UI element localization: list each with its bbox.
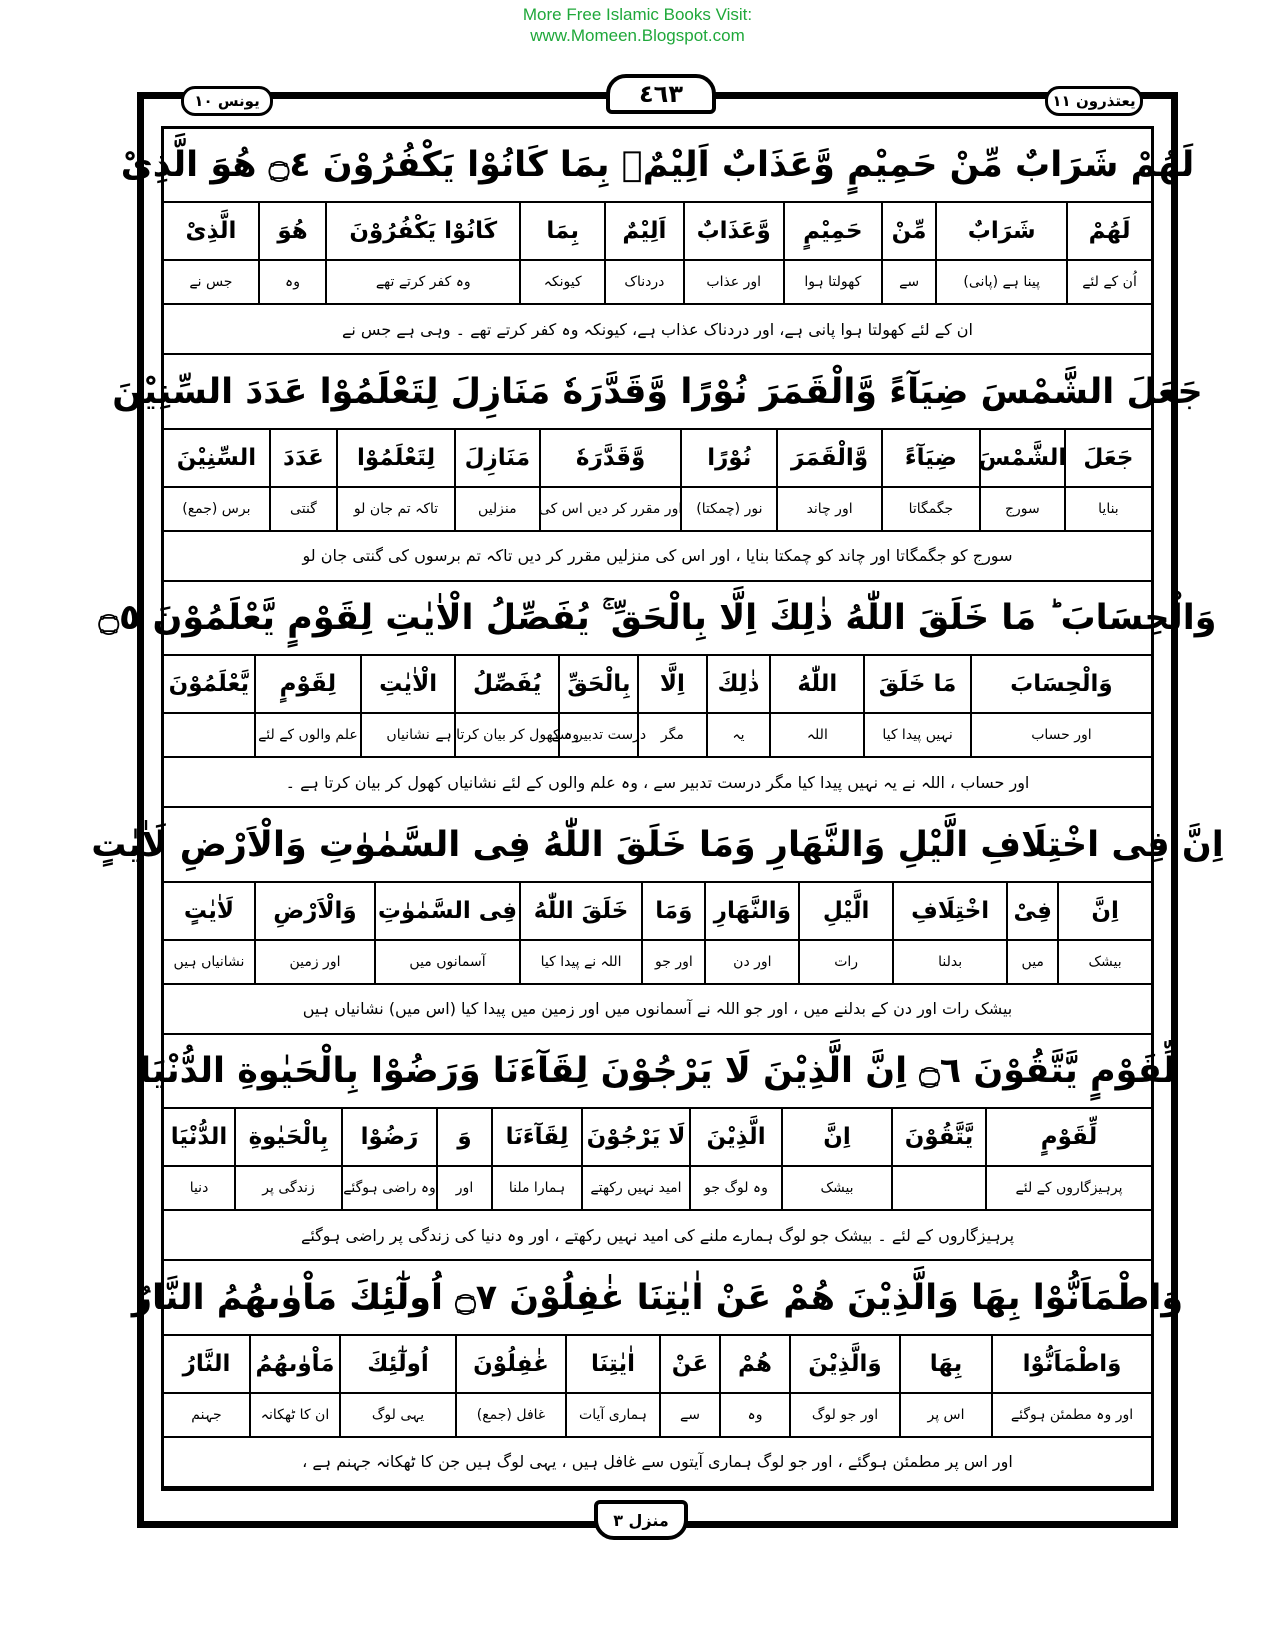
arabic-word: اخْتِلَافِ: [894, 883, 1006, 941]
verse-section: [139, 1035, 1176, 1262]
word-cell: [164, 430, 269, 530]
word-cell: [436, 1109, 491, 1209]
word-cell: [704, 883, 798, 983]
urdu-meaning: اور جو لوگ: [811, 1406, 879, 1423]
arabic-verse-line: جَعَلَ الشَّمْسَ ضِيَآءً وَّالْقَمَرَ نُوْرًا وَّقَدَّرَهٗ مَنَازِلَ لِتَعْلَمُوْا عَدَدَ السِّنِيْنَ: [112, 371, 1203, 412]
urdu-meaning: کیونکہ: [543, 274, 582, 290]
urdu-meaning: سے: [899, 274, 920, 290]
word-cell: [776, 430, 881, 530]
urdu-meaning: ان کا ٹھکانہ: [260, 1406, 330, 1423]
arabic-word: مَا خَلَقَ: [865, 656, 970, 714]
arabic-verse-line: اِنَّ فِى اخْتِلَافِ الَّيْلِ وَالنَّهَارِ وَمَا خَلَقَ اللّٰهُ فِى السَّمٰوٰتِ وَالْاَرْضِ لَاٰيٰتٍ: [91, 824, 1224, 865]
arabic-word: هُوَ: [260, 203, 326, 261]
word-cell: [781, 1109, 891, 1209]
urdu-meaning: وہ لوگ جو: [704, 1180, 768, 1196]
urdu-meaning: وہ راضی ہوگئے: [343, 1180, 436, 1196]
urdu-meaning: علم والوں کے لئے: [258, 727, 358, 743]
urdu-meaning: اللہ: [806, 727, 828, 743]
urdu-meaning: آسمانوں میں: [409, 953, 486, 970]
arabic-word: بِالْحَقِّ: [560, 656, 637, 714]
arabic-word: الَّذِيْنَ: [691, 1109, 781, 1167]
arabic-word: بِمَا: [521, 203, 604, 261]
urdu-meaning: میں: [1021, 953, 1044, 970]
arabic-word: وَّالْقَمَرَ: [778, 430, 881, 488]
word-cell: [680, 430, 776, 530]
arabic-word: الَّيْلِ: [800, 883, 892, 941]
word-cell: [454, 430, 539, 530]
arabic-word: بِهَا: [901, 1336, 991, 1394]
word-cell: [798, 883, 892, 983]
verse-section: [112, 356, 1203, 583]
arabic-word: جَعَلَ: [1066, 430, 1151, 488]
urdu-meaning: دنیا: [189, 1180, 209, 1196]
urdu-meaning: نشانیاں ہیں: [173, 953, 245, 970]
word-by-word-grid: [164, 1334, 1151, 1438]
arabic-word: مَاْوٰىهُمُ: [251, 1336, 339, 1394]
word-by-word-grid: [164, 428, 1151, 532]
arabic-word: فِى السَّمٰوٰتِ: [376, 883, 519, 941]
word-cell: [719, 1336, 789, 1436]
urdu-meaning: غافل (جمع): [476, 1406, 546, 1423]
urdu-meaning: امید نہیں رکھتے: [590, 1180, 682, 1196]
urdu-meaning: زندگی پر: [262, 1180, 315, 1196]
word-cell: [435, 656, 580, 756]
word-cell: [164, 1336, 249, 1436]
urdu-meaning: یہ: [732, 727, 745, 743]
arabic-word: اَلِيْمٌ: [606, 203, 682, 261]
arabic-word: لِقَوْمٍ: [256, 656, 361, 714]
urdu-meaning: ہمارا ملنا: [508, 1180, 566, 1196]
arabic-word: رَضُوْا: [343, 1109, 436, 1167]
arabic-word: السِّنِيْنَ: [164, 430, 269, 488]
word-cell: [991, 1336, 1151, 1436]
word-cell: [164, 203, 258, 303]
urdu-meaning: اس پر: [927, 1406, 965, 1423]
arabic-word: وَاطْمَاَنُّوْا: [993, 1336, 1151, 1394]
arabic-word: حَمِيْمٍ: [785, 203, 881, 261]
arabic-verse-line: وَالْحِسَابَ ؕ مَا خَلَقَ اللّٰهُ ذٰلِكَ اِلَّا بِالْحَقِّ ۚ يُفَصِّلُ الْاٰيٰتِ لِقَوْمٍ يَّعْلَمُوْنَ ۝٥: [98, 598, 1217, 638]
word-by-word-grid: [164, 1107, 1151, 1211]
arabic-word: مَنَازِلَ: [456, 430, 539, 488]
arabic-word: خَلَقَ اللّٰهُ: [521, 883, 641, 941]
word-cell: [374, 883, 519, 983]
word-cell: [519, 203, 604, 303]
word-cell: [985, 1109, 1151, 1209]
urdu-meaning: تاکہ تم جان لو: [353, 500, 439, 517]
arabic-word: يَّتَّقُوْنَ: [893, 1109, 985, 1167]
word-cell: [706, 656, 770, 756]
arabic-word: لَهُمْ: [1068, 203, 1151, 261]
arabic-word: غٰفِلُوْنَ: [457, 1336, 565, 1394]
word-cell: [539, 430, 681, 530]
word-cell: [641, 883, 704, 983]
urdu-meaning: [893, 1167, 985, 1209]
word-cell: [1006, 883, 1057, 983]
word-cell: [325, 203, 519, 303]
arabic-word: وَالْحِسَابَ: [972, 656, 1151, 714]
word-cell: [269, 430, 337, 530]
word-cell: [1064, 430, 1151, 530]
urdu-meaning: پینا ہے (پانی): [963, 274, 1040, 290]
urdu-translation-line: بیشک رات اور دن کے بدلنے میں ، اور جو اللہ نے آسمانوں میں اور زمین میں پیدا کیا (اس میں) نشانیاں ہیں: [164, 985, 1151, 1035]
urdu-meaning: برس (جمع): [182, 500, 251, 517]
word-cell: [899, 1336, 991, 1436]
verse-section: [131, 1262, 1184, 1489]
arabic-word: اِنَّ: [783, 1109, 891, 1167]
word-by-word-grid: [164, 201, 1151, 305]
arabic-word: الشَّمْسَ: [981, 430, 1064, 488]
arabic-word: ضِيَآءً: [883, 430, 979, 488]
arabic-word: بِالْحَيٰوةِ: [236, 1109, 341, 1167]
arabic-word: وَالَّذِيْنَ: [791, 1336, 899, 1394]
arabic-word: وَالنَّهَارِ: [706, 883, 798, 941]
juz-label: يعتذرون ١١: [1045, 86, 1143, 116]
surah-label: يونس ١٠: [181, 86, 273, 116]
arabic-word: لِّقَوْمٍ: [987, 1109, 1151, 1167]
word-cell: [881, 430, 979, 530]
arabic-word: اِلَّا: [639, 656, 705, 714]
urdu-meaning: وہ: [285, 274, 301, 290]
arabic-verse-line: وَاطْمَاَنُّوْا بِهَا وَالَّذِيْنَ هُمْ عَنْ اٰيٰتِنَا غٰفِلُوْنَ ۝٧ اُولٰٓئِكَ مَاْوٰىهُمُ النَّارُ: [131, 1277, 1184, 1318]
urdu-meaning: وہ کفر کرتے تھے: [375, 274, 471, 290]
word-cell: [789, 1336, 899, 1436]
word-cell: [551, 656, 647, 756]
urdu-meaning: جگمگاتا: [908, 500, 954, 517]
urdu-translation-line: اور اس پر مطمئن ہوگئے ، اور جو لوگ ہماری آیتوں سے غافل ہیں ، یہی لوگ ہیں جن کا ٹھکانہ جہنم ہے ،: [164, 1438, 1151, 1488]
word-cell: [254, 656, 361, 756]
word-cell: [863, 656, 970, 756]
urdu-translation-line: اور حساب ، اللہ نے یہ نہیں پیدا کیا مگر درست تدبیر سے ، وہ علم والوں کے لئے نشانیاں کھول کر بیان کرتا ہے ۔: [164, 758, 1151, 808]
word-cell: [689, 1109, 781, 1209]
arabic-word: وَمَا: [643, 883, 704, 941]
word-cell: [249, 1336, 339, 1436]
urdu-translation-line: پرہیزگاروں کے لئے ۔ بیشک جو لوگ ہمارے ملنے کی امید نہیں رکھتے ، اور وہ دنیا کی زندگی پر راضی ہوگئے: [164, 1211, 1151, 1261]
urdu-meaning: [164, 714, 254, 756]
word-cell: [637, 656, 705, 756]
arabic-word: لِقَآءَنَا: [493, 1109, 581, 1167]
arabic-word: وَالْاَرْضِ: [256, 883, 374, 941]
urdu-meaning: پرہیزگاروں کے لئے: [1015, 1180, 1123, 1196]
word-cell: [519, 883, 641, 983]
urdu-meaning: اور دن: [733, 953, 772, 970]
urdu-meaning: اور زمین: [289, 953, 341, 970]
urdu-translation-line: سورج کو جگمگاتا اور چاند کو چمکتا بنایا ، اور اس کی منزلیں مقرر کر دیں تاکہ تم برسوں کی گنتی جان لو: [164, 532, 1151, 582]
arabic-word: يَّعْلَمُوْنَ: [164, 656, 254, 714]
arabic-word: وَّعَذَابٌ: [685, 203, 783, 261]
arabic-word: الَّذِىْ: [164, 203, 258, 261]
promo-link[interactable]: www.Momeen.Blogspot.com: [530, 26, 745, 45]
urdu-meaning: وہ: [747, 1406, 763, 1423]
arabic-word: كَانُوْا يَكْفُرُوْنَ: [327, 203, 519, 261]
page-content: [91, 129, 1224, 1488]
arabic-word: عَدَدَ: [271, 430, 337, 488]
word-by-word-grid: [164, 881, 1151, 985]
word-cell: [164, 656, 254, 756]
arabic-word: النَّارُ: [164, 1336, 249, 1394]
page-number: ٤٦٣: [606, 74, 716, 114]
urdu-meaning: بیشک: [820, 1180, 854, 1196]
urdu-translation-line: ان کے لئے کھولتا ہوا پانی ہے، اور دردناک عذاب ہے، کیونکہ وہ کفر کرتے تھے ۔ وہی ہے جس نے: [164, 305, 1151, 355]
arabic-word: الدُّنْيَا: [164, 1109, 234, 1167]
arabic-word: الْاٰيٰتِ: [362, 656, 454, 714]
urdu-meaning: منزلیں: [478, 500, 517, 517]
arabic-word: فِىْ: [1008, 883, 1057, 941]
urdu-meaning: اللہ نے پیدا کیا: [540, 953, 622, 970]
word-cell: [258, 203, 326, 303]
urdu-meaning: اور: [455, 1180, 474, 1196]
word-cell: [164, 883, 254, 983]
urdu-meaning: رات: [834, 953, 859, 970]
word-cell: [581, 1109, 689, 1209]
word-cell: [1057, 883, 1151, 983]
word-cell: [892, 883, 1006, 983]
arabic-word: اِنَّ: [1059, 883, 1151, 941]
verse-section: [98, 582, 1217, 809]
word-cell: [455, 1336, 565, 1436]
arabic-word: هُمْ: [721, 1336, 789, 1394]
word-cell: [659, 1336, 719, 1436]
manzil-label: منزل ٣: [594, 1500, 688, 1540]
urdu-meaning: دردناک: [624, 274, 665, 290]
urdu-meaning: اور چاند: [806, 500, 853, 517]
word-cell: [336, 430, 454, 530]
verse-section: [91, 809, 1224, 1036]
urdu-meaning: گنتی: [290, 500, 317, 517]
word-cell: [1066, 203, 1151, 303]
word-cell: [234, 1109, 341, 1209]
arabic-word: لَاٰيٰتٍ: [164, 883, 254, 941]
promo-line-1: More Free Islamic Books Visit:: [522, 5, 753, 24]
word-cell: [891, 1109, 985, 1209]
urdu-meaning: اُن کے لئے: [1082, 274, 1137, 290]
urdu-meaning: یہی لوگ: [371, 1406, 425, 1423]
arabic-word: وَ: [438, 1109, 491, 1167]
arabic-word: اللّٰهُ: [771, 656, 863, 714]
word-cell: [164, 1109, 234, 1209]
arabic-word: ذٰلِكَ: [708, 656, 770, 714]
urdu-meaning: بدلنا: [938, 953, 963, 970]
arabic-word: لَا يَرْجُوْنَ: [583, 1109, 689, 1167]
word-by-word-grid: [164, 654, 1151, 758]
verse-section: [120, 129, 1195, 356]
urdu-meaning: سورج: [1005, 500, 1040, 517]
word-cell: [881, 203, 935, 303]
word-cell: [339, 1336, 455, 1436]
word-cell: [491, 1109, 581, 1209]
urdu-meaning: جس نے: [189, 274, 233, 290]
arabic-word: اُولٰٓئِكَ: [341, 1336, 455, 1394]
arabic-word: اٰيٰتِنَا: [567, 1336, 659, 1394]
urdu-meaning: اور جو: [654, 953, 693, 970]
urdu-meaning: سے: [680, 1406, 700, 1423]
urdu-meaning: اور مقرر کر دیں اس کی: [539, 500, 683, 517]
word-cell: [978, 430, 1067, 530]
urdu-meaning: وہ کھول کر بیان کرتا ہے: [435, 727, 580, 743]
arabic-word: نُوْرًا: [682, 430, 776, 488]
word-cell: [341, 1109, 436, 1209]
urdu-meaning: نور (چمکتا): [696, 500, 763, 517]
word-cell: [604, 203, 682, 303]
arabic-word: مِّنْ: [883, 203, 935, 261]
urdu-meaning: جہنم: [191, 1406, 222, 1423]
arabic-word: عَنْ: [661, 1336, 719, 1394]
urdu-meaning: بیشک: [1088, 953, 1122, 970]
arabic-verse-line: لِّقَوْمٍ يَّتَّقُوْنَ ۝٦ اِنَّ الَّذِيْنَ لَا يَرْجُوْنَ لِقَآءَنَا وَرَضُوْا بِالْحَيٰوةِ الدُّنْيَا: [139, 1051, 1176, 1091]
arabic-verse-line: لَهُمْ شَرَابٌ مِّنْ حَمِيْمٍ وَّعَذَابٌ اَلِيْمٌۢ بِمَا كَانُوْا يَكْفُرُوْنَ ۝٤ هُوَ الَّذِىْ: [120, 145, 1195, 185]
word-cell: [935, 203, 1066, 303]
urdu-meaning: مگر: [660, 727, 684, 743]
urdu-meaning: اور حساب: [1031, 727, 1092, 743]
urdu-meaning: کھولتا ہوا: [804, 274, 862, 290]
word-cell: [769, 656, 863, 756]
arabic-word: وَّقَدَّرَهٗ: [541, 430, 681, 488]
word-cell: [783, 203, 881, 303]
urdu-meaning: اور وہ مطمئن ہوگئے: [1010, 1406, 1134, 1423]
urdu-meaning: اور عذاب: [706, 274, 762, 290]
urdu-meaning: نشانیاں: [386, 727, 430, 743]
urdu-meaning: نہیں پیدا کیا: [882, 727, 953, 743]
word-cell: [970, 656, 1151, 756]
arabic-word: شَرَابٌ: [937, 203, 1066, 261]
urdu-meaning: ہماری آیات: [579, 1406, 647, 1423]
promo-banner: [0, 4, 1275, 46]
arabic-word: لِتَعْلَمُوْا: [338, 430, 454, 488]
urdu-meaning: بنایا: [1098, 500, 1119, 517]
word-cell: [565, 1336, 659, 1436]
urdu-meaning: درست تدبیر سے: [551, 727, 647, 743]
word-cell: [254, 883, 374, 983]
arabic-word: يُفَصِّلُ: [456, 656, 558, 714]
word-cell: [683, 203, 783, 303]
